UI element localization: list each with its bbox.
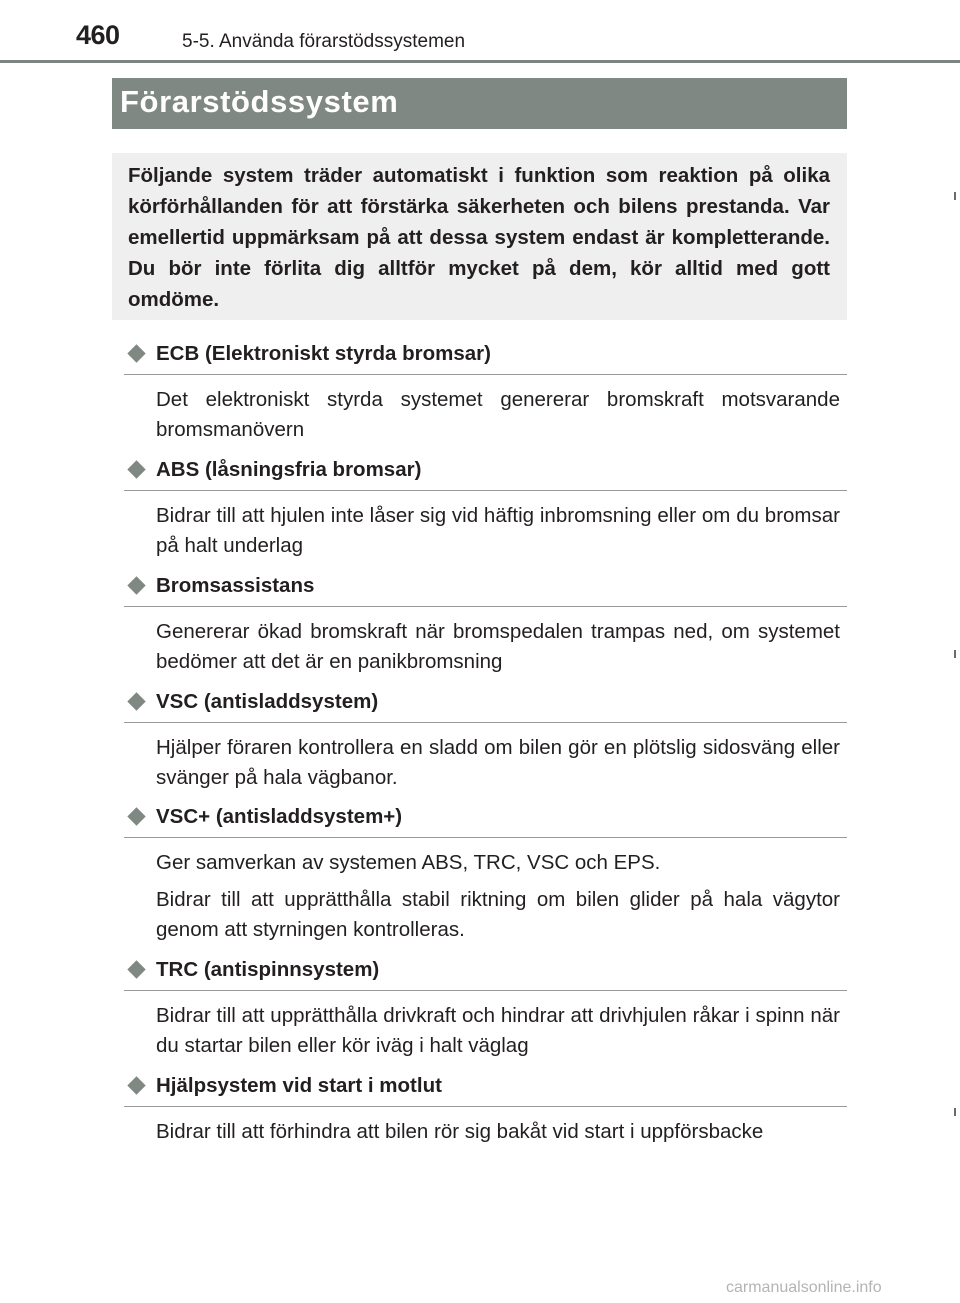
diamond-bullet-icon [127, 960, 145, 978]
system-item-bromsassistans [124, 570, 847, 677]
item-description: Det elektroniskt styrda systemet genererar bromskraft motsvarande bromsmanövern [156, 388, 840, 441]
system-item-vsc [124, 686, 847, 793]
system-item-abs [124, 454, 847, 561]
item-description: Bidrar till att förhindra att bilen rör sig bakåt vid start i uppförsbacke [156, 1120, 764, 1143]
page-number: 460 [76, 20, 120, 50]
item-description: Genererar ökad bromskraft när bromspedalen trampas ned, om systemet bedömer att det är en panikbromsning [156, 620, 840, 673]
item-heading [124, 686, 847, 723]
diamond-bullet-icon [127, 807, 145, 825]
diamond-bullet-icon [127, 1076, 145, 1094]
item-description: Hjälper föraren kontrollera en sladd om bilen gör en plötslig sidosväng eller svänger på hala vägbanor. [156, 736, 840, 789]
intro-text: Följande system träder automatiskt i funktion som reaktion på olika körförhållanden för att förstärka säkerheten och bilens prestanda. Var emellertid uppmärksam på att dessa system endast är kompletterande. Du bör inte förlita dig alltför mycket på dem, kör alltid med gott omdöme. [128, 164, 830, 311]
item-title: ECB (Elektroniskt styrda bromsar) [156, 342, 491, 365]
system-item-trc [124, 954, 847, 1061]
diamond-bullet-icon [127, 692, 145, 710]
item-title: Bromsassistans [156, 574, 315, 597]
item-title: VSC+ (antisladdsystem+) [156, 805, 403, 828]
item-heading [124, 954, 847, 991]
system-item-ecb [124, 338, 847, 445]
watermark: carmanualsonline.info [726, 1279, 882, 1296]
edge-mark [954, 1108, 956, 1116]
diamond-bullet-icon [127, 460, 145, 478]
item-description: Bidrar till att hjulen inte låser sig vid häftig inbromsning eller om du bromsar på halt underlag [156, 504, 840, 557]
item-title: Hjälpsystem vid start i motlut [156, 1074, 442, 1097]
item-title: ABS (låsningsfria bromsar) [156, 458, 422, 481]
item-heading [124, 570, 847, 607]
item-heading [124, 1070, 847, 1107]
edge-mark [954, 650, 956, 658]
item-description: Bidrar till att upprätthålla drivkraft och hindrar att drivhjulen råkar i spinn när du startar bilen eller kör iväg i halt väglag [156, 1004, 840, 1057]
item-description: Bidrar till att upprätthålla stabil riktning om bilen glider på hala vägytor genom att styrningen kontrolleras. [156, 888, 840, 941]
system-item-hill-start-assist [124, 1070, 847, 1147]
title-bar [112, 78, 847, 129]
edge-mark [954, 192, 956, 200]
item-heading [124, 801, 847, 838]
item-description: Ger samverkan av systemen ABS, TRC, VSC och EPS. [156, 851, 661, 874]
diamond-bullet-icon [127, 344, 145, 362]
item-heading [124, 338, 847, 375]
page-header [0, 0, 960, 64]
item-title: VSC (antisladdsystem) [156, 690, 379, 713]
item-heading [124, 454, 847, 491]
header-rule [0, 60, 960, 63]
item-title: TRC (antispinnsystem) [156, 958, 380, 981]
page-title: Förarstödssystem [120, 84, 399, 119]
system-item-vsc-plus [124, 801, 847, 945]
intro-box [112, 153, 847, 320]
section-reference: 5-5. Använda förarstödssystemen [182, 31, 466, 52]
diamond-bullet-icon [127, 576, 145, 594]
